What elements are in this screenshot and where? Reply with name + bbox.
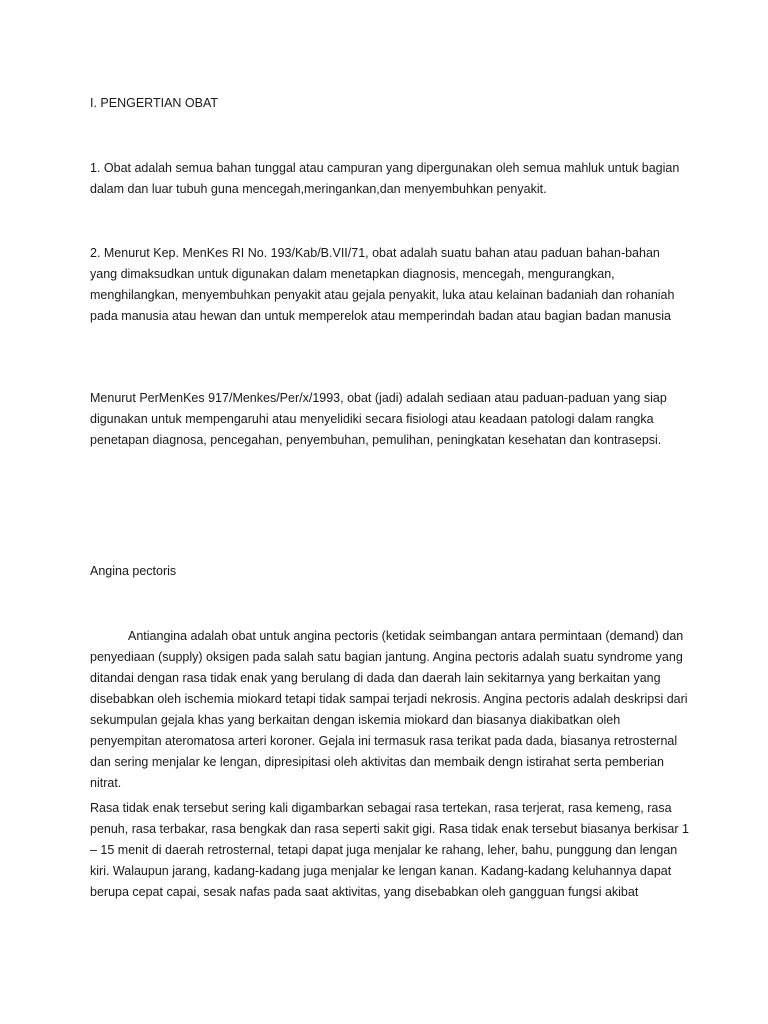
paragraph-symptoms: Rasa tidak enak tersebut sering kali digambarkan sebagai rasa tertekan, rasa terjerat, rasa kemeng, rasa penuh, rasa terbakar, rasa bengkak dan rasa seperti sakit gigi. Rasa tidak enak tersebut biasanya berkisar 1 – 15 menit di daerah retrosternal, tetapi dapat juga menjalar ke rahang, leher, bahu, punggung dan lengan kiri. Walaupun jarang, kadang-kadang juga menjalar ke lengan kanan. Kadang-kadang keluhannya dapat berupa cepat capai, sesak nafas pada saat aktivitas, yang disebabkan oleh gangguan fungsi akibat bbox=[90, 801, 689, 899]
paragraph-definition-1: 1. Obat adalah semua bahan tunggal atau campuran yang dipergunakan oleh semua mahluk untuk bagian dalam dan luar tubuh guna mencegah,meringankan,dan menyembuhkan penyakit. bbox=[90, 161, 680, 196]
paragraph-antiangina: Antiangina adalah obat untuk angina pectoris (ketidak seimbangan antara permintaan (demand) dan penyediaan (supply) oksigen pada salah satu bagian jantung. Angina pectoris adalah suatu syndrome yang ditandai dengan rasa tidak enak yang berulang di dada dan daerah lain sekitarnya yang berkaitan yang disebabkan oleh ischemia miokard tetapi tidak sampai terjadi nekrosis. Angina pectoris adalah deskripsi dari sekumpulan gejala khas yang berkaitan dengan iskemia miokard dan biasanya diakibatkan oleh penyempitan ateromatosa arteri koroner. Gejala ini termasuk rasa terikat pada dada, biasanya retrosternal dan sering menjalar ke lengan, dipresipitasi oleh aktivitas dan membaik dengn istirahat serta pemberian nitrat. bbox=[90, 629, 688, 790]
section-title: I. PENGERTIAN OBAT bbox=[90, 96, 219, 110]
subtitle-angina-pectoris: Angina pectoris bbox=[90, 564, 177, 578]
paragraph-definition-2: 2. Menurut Kep. MenKes RI No. 193/Kab/B.VII/71, obat adalah suatu bahan atau paduan bahan-bahan yang dimaksudkan untuk digunakan dalam menetapkan diagnosis, mencegah, mengurangkan, menghilangkan, menyembuhkan penyakit atau gejala penyakit, luka atau kelainan badaniah dan rohaniah pada manusia atau hewan dan untuk memperelok atau memperindah badan atau bagian badan manusia bbox=[90, 246, 675, 323]
paragraph-definition-3: Menurut PerMenKes 917/Menkes/Per/x/1993, obat (jadi) adalah sediaan atau paduan-paduan yang siap digunakan untuk mempengaruhi atau menyelidiki secara fisiologi atau keadaan patologi dalam rangka penetapan diagnosa, pencegahan, penyembuhan, pemulihan, peningkatan kesehatan dan kontrasepsi. bbox=[90, 391, 667, 447]
